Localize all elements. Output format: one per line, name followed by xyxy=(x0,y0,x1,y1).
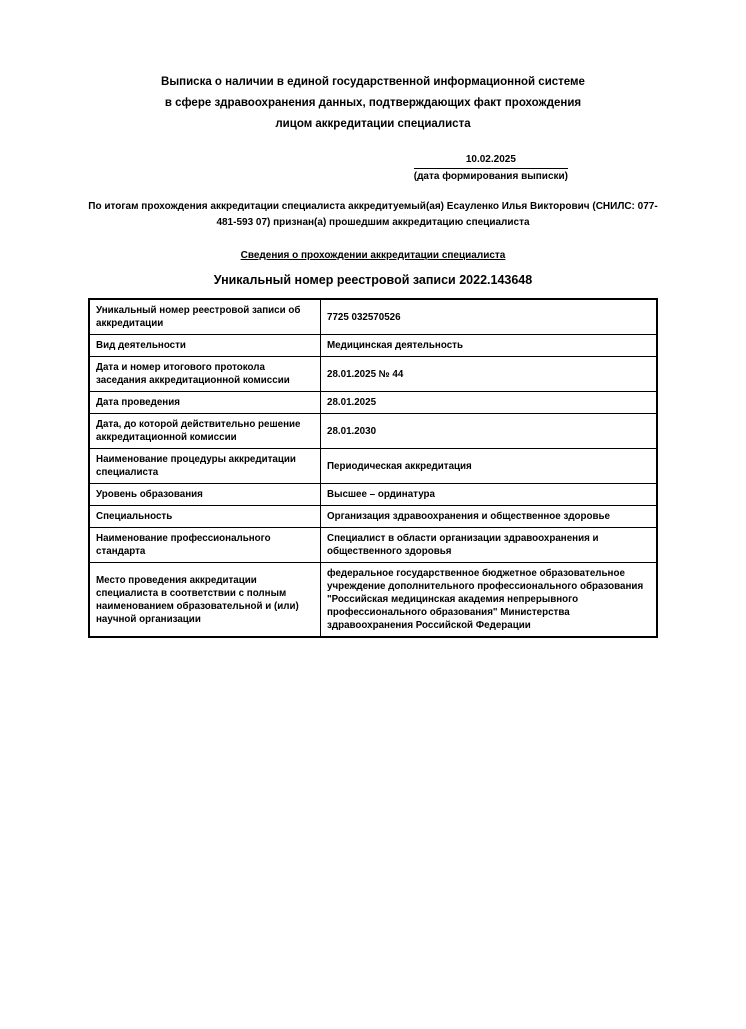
field-value: федеральное государственное бюджетное образовательное учреждение дополнительного профессионального образования "Российская медицинская академия непрерывного профессионального образования" Министерства здравоохранения Российской Федерации xyxy=(321,563,658,638)
field-label: Дата и номер итогового протокола заседания аккредитационной комиссии xyxy=(89,357,321,392)
field-value: Высшее – ординатура xyxy=(321,484,658,506)
field-value: Специалист в области организации здравоохранения и общественного здоровья xyxy=(321,528,658,563)
table-row xyxy=(89,449,657,484)
field-label: Наименование профессионального стандарта xyxy=(89,528,321,563)
field-value: Организация здравоохранения и общественное здоровье xyxy=(321,506,658,528)
table-row xyxy=(89,299,657,335)
field-value: Периодическая аккредитация xyxy=(321,449,658,484)
field-value: 7725 032570526 xyxy=(321,299,658,335)
table-row xyxy=(89,484,657,506)
issue-date-value: 10.02.2025 xyxy=(414,152,568,169)
field-label: Уровень образования xyxy=(89,484,321,506)
field-label: Специальность xyxy=(89,506,321,528)
intro-paragraph: По итогам прохождения аккредитации специалиста аккредитуемый(ая) Есауленко Илья Викторович (СНИЛС: 077-481-593 07) признан(а) прошедшим аккредитацию специалиста xyxy=(88,201,658,228)
field-value: 28.01.2030 xyxy=(321,414,658,449)
issue-date-block xyxy=(414,152,568,184)
field-label: Дата, до которой действительно решение аккредитационной комиссии xyxy=(89,414,321,449)
field-label: Дата проведения xyxy=(89,392,321,414)
table-row xyxy=(89,528,657,563)
table-row xyxy=(89,357,657,392)
table-row xyxy=(89,506,657,528)
field-value: 28.01.2025 xyxy=(321,392,658,414)
issue-date-label: (дата формирования выписки) xyxy=(413,171,568,182)
table-row xyxy=(89,414,657,449)
table-row xyxy=(89,392,657,414)
field-label: Уникальный номер реестровой записи об аккредитации xyxy=(89,299,321,335)
section-heading: Сведения о прохождении аккредитации специалиста xyxy=(240,250,506,261)
accreditation-table xyxy=(88,298,658,638)
field-value: Медицинская деятельность xyxy=(321,335,658,357)
issue-date-row xyxy=(0,152,746,184)
table-row xyxy=(89,335,657,357)
field-value: 28.01.2025 № 44 xyxy=(321,357,658,392)
field-label: Место проведения аккредитации специалиста в соответствии с полным наименованием образовательной и (или) научной организации xyxy=(89,563,321,638)
field-label: Наименование процедуры аккредитации специалиста xyxy=(89,449,321,484)
page-title: Выписка о наличии в единой государственной информационной системе в сфере здравоохранения данных, подтверждающих факт прохождения лицом аккредитации специалиста xyxy=(161,76,585,130)
field-label: Вид деятельности xyxy=(89,335,321,357)
registry-number-heading: Уникальный номер реестровой записи 2022.143648 xyxy=(213,273,533,287)
table-row xyxy=(89,563,657,638)
